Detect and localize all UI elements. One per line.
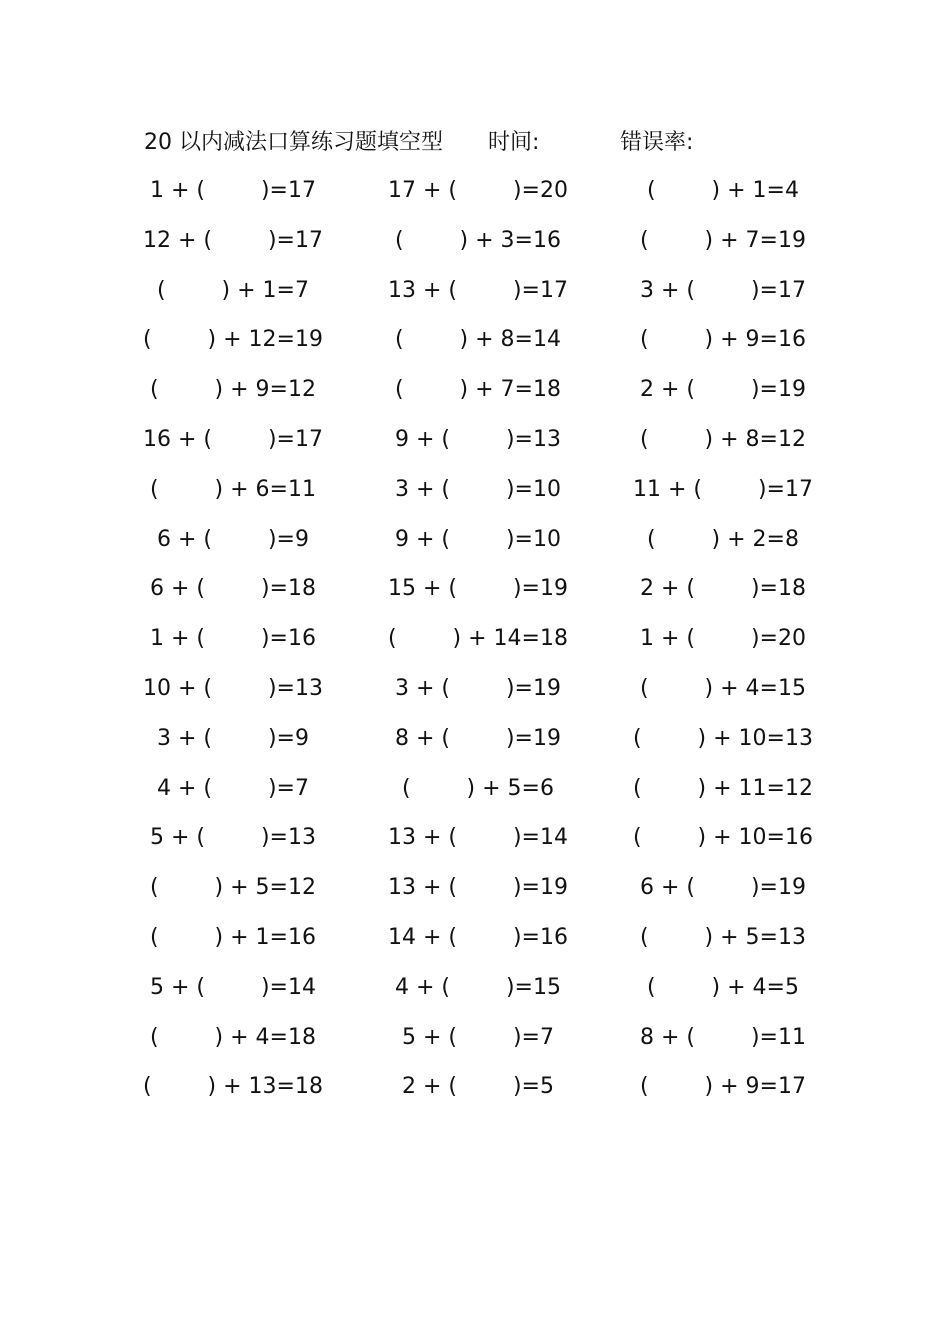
problem-row <box>120 664 820 714</box>
problem-cell: 16 + ( )=17 <box>143 426 323 452</box>
problem-cell: ( ) + 1=7 <box>157 277 309 303</box>
problem-cell: 3 + ( )=19 <box>395 675 561 701</box>
problem-cell: ( ) + 12=19 <box>143 327 323 353</box>
problem-row <box>120 863 820 913</box>
problem-row <box>120 266 820 316</box>
problem-cell: 15 + ( )=19 <box>388 576 568 602</box>
problem-cell: 2 + ( )=18 <box>640 576 806 602</box>
problem-cell: ( ) + 9=16 <box>640 327 806 353</box>
problem-cell: ( ) + 5=12 <box>150 875 316 901</box>
problem-cell: 1 + ( )=16 <box>150 626 316 652</box>
problem-row <box>120 166 820 216</box>
problem-cell: 12 + ( )=17 <box>143 227 323 253</box>
problem-cell: 9 + ( )=13 <box>395 426 561 452</box>
problem-cell: ( ) + 8=12 <box>640 426 806 452</box>
problem-cell: ( ) + 14=18 <box>388 626 568 652</box>
problem-row <box>120 415 820 465</box>
problem-cell: ( ) + 11=12 <box>633 775 813 801</box>
worksheet-title: 20 以内减法口算练习题填空型 <box>144 130 443 155</box>
problem-row <box>120 365 820 415</box>
problem-cell: ( ) + 1=16 <box>150 924 316 950</box>
problem-cell: ( ) + 2=8 <box>647 526 799 552</box>
problem-row <box>120 564 820 614</box>
problem-row <box>120 764 820 814</box>
problem-cell: 14 + ( )=16 <box>388 924 568 950</box>
problem-grid <box>120 166 820 1112</box>
problem-cell: 4 + ( )=7 <box>157 775 309 801</box>
problem-cell: ( ) + 3=16 <box>395 227 561 253</box>
problem-cell: 13 + ( )=14 <box>388 825 568 851</box>
problem-cell: 6 + ( )=19 <box>640 875 806 901</box>
problem-cell: ( ) + 1=4 <box>647 178 799 203</box>
problem-cell: ( ) + 10=13 <box>633 725 813 751</box>
problem-cell: ( ) + 5=6 <box>402 775 554 801</box>
problem-cell: ( ) + 9=17 <box>640 1074 806 1100</box>
problem-cell: 10 + ( )=13 <box>143 675 323 701</box>
problem-cell: 2 + ( )=19 <box>640 377 806 403</box>
problem-cell: 13 + ( )=17 <box>388 277 568 303</box>
problem-cell: 1 + ( )=20 <box>640 626 806 652</box>
problem-cell: 5 + ( )=7 <box>402 1024 554 1050</box>
problem-row <box>120 315 820 365</box>
problem-cell: 13 + ( )=19 <box>388 875 568 901</box>
problem-row <box>120 1013 820 1063</box>
problem-cell: ( ) + 4=5 <box>647 974 799 1000</box>
time-label: 时间: <box>488 130 540 155</box>
problem-cell: 5 + ( )=13 <box>150 825 316 851</box>
problem-cell: 8 + ( )=11 <box>640 1024 806 1050</box>
problem-cell: ( ) + 6=11 <box>150 476 316 502</box>
problem-cell: ( ) + 7=19 <box>640 227 806 253</box>
problem-cell: 1 + ( )=17 <box>150 178 316 203</box>
problem-cell: 9 + ( )=10 <box>395 526 561 552</box>
problem-cell: ( ) + 4=18 <box>150 1024 316 1050</box>
error-rate-label: 错误率: <box>620 130 694 155</box>
problem-cell: 5 + ( )=14 <box>150 974 316 1000</box>
problem-row <box>120 216 820 266</box>
problem-row <box>120 963 820 1013</box>
problem-cell: 4 + ( )=15 <box>395 974 561 1000</box>
problem-row <box>120 465 820 515</box>
problem-cell: 11 + ( )=17 <box>633 476 813 502</box>
problem-row <box>120 714 820 764</box>
problem-cell: 17 + ( )=20 <box>388 178 568 203</box>
problem-cell: 6 + ( )=9 <box>157 526 309 552</box>
problem-row <box>120 515 820 565</box>
problem-cell: 6 + ( )=18 <box>150 576 316 602</box>
problem-cell: ( ) + 8=14 <box>395 327 561 353</box>
problem-row <box>120 813 820 863</box>
problem-cell: ( ) + 9=12 <box>150 377 316 403</box>
problem-cell: ( ) + 13=18 <box>143 1074 323 1100</box>
problem-cell: ( ) + 7=18 <box>395 377 561 403</box>
problem-cell: ( ) + 5=13 <box>640 924 806 950</box>
problem-cell: 3 + ( )=10 <box>395 476 561 502</box>
problem-cell: 2 + ( )=5 <box>402 1074 554 1100</box>
problem-cell: ( ) + 10=16 <box>633 825 813 851</box>
problem-cell: ( ) + 4=15 <box>640 675 806 701</box>
problem-cell: 3 + ( )=9 <box>157 725 309 751</box>
problem-cell: 8 + ( )=19 <box>395 725 561 751</box>
problem-row <box>120 614 820 664</box>
problem-row <box>120 913 820 963</box>
problem-row <box>120 1062 820 1112</box>
problem-cell: 3 + ( )=17 <box>640 277 806 303</box>
